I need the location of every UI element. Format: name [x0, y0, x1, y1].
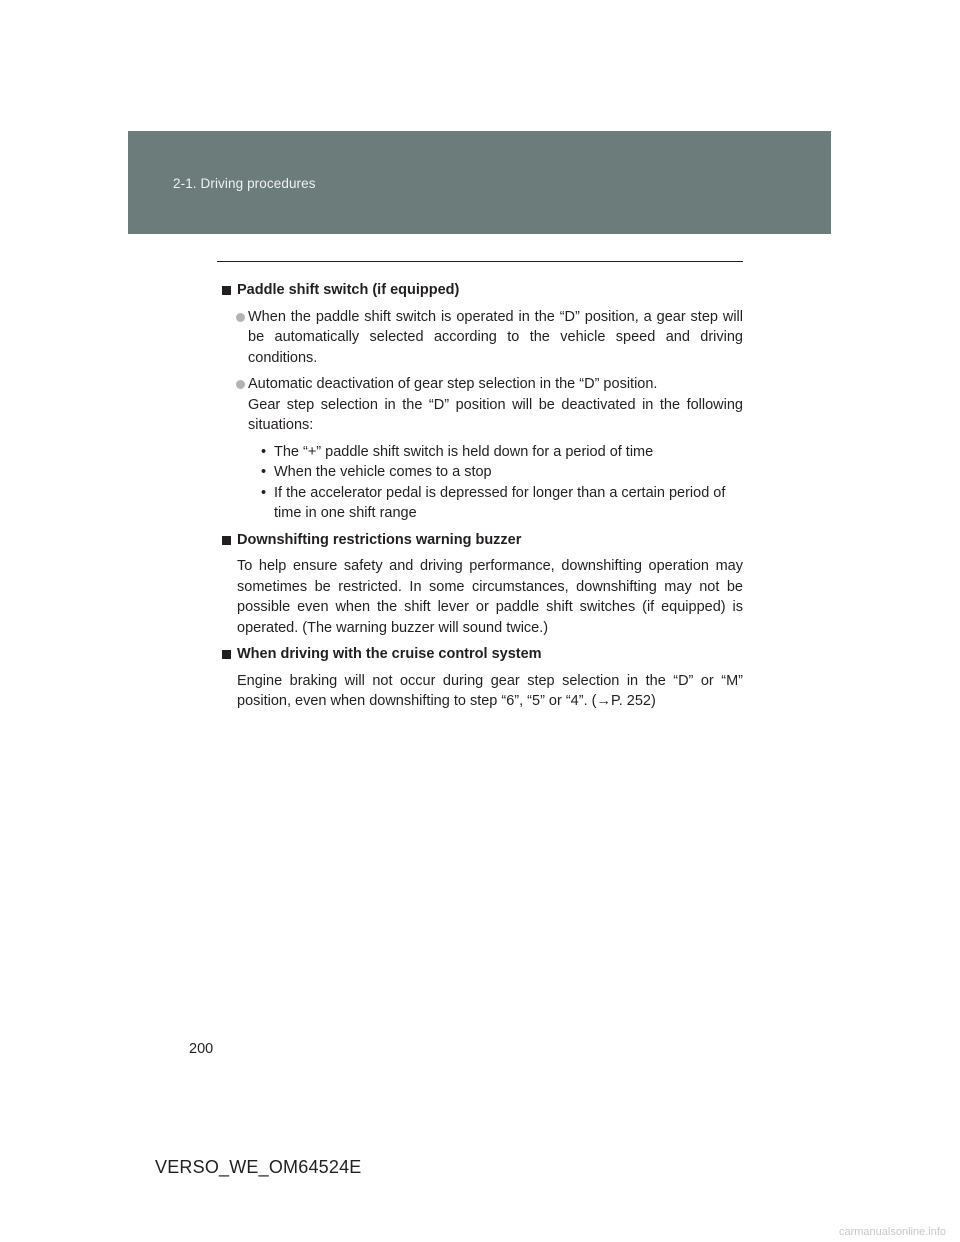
list-item — [222, 374, 743, 436]
list-item — [222, 307, 743, 369]
sub-list-item — [261, 462, 743, 483]
dot-bullet-icon: • — [261, 443, 267, 460]
heading-cruise-control — [222, 644, 743, 665]
square-bullet-icon — [222, 536, 231, 545]
body-paragraph: To help ensure safety and driving performance, downshifting operation may sometimes be restricted. In some circumstances, downshifting may not be possible even when the shift lever or paddle shift switches (if equipped) is operated. (The warning buzzer will sound twice.) — [237, 558, 743, 636]
deactivation-conditions-list — [222, 442, 743, 524]
heading-text: When driving with the cruise control system — [237, 646, 542, 662]
item-text: When the paddle shift switch is operated in the “D” position, a gear step will be automatically selected according to the vehicle speed and driving conditions. — [248, 308, 743, 366]
top-rule — [217, 261, 743, 262]
heading-downshift-buzzer — [222, 530, 743, 551]
circle-bullet-icon — [236, 313, 245, 322]
document-code: VERSO_WE_OM64524E — [155, 1157, 362, 1177]
watermark: carmanualsonline.info — [838, 1226, 946, 1238]
heading-text: Downshifting restrictions warning buzzer — [237, 531, 522, 548]
page-content — [222, 280, 743, 718]
dot-bullet-icon: • — [261, 484, 267, 501]
section-title: 2-1. Driving procedures — [173, 176, 316, 191]
sub-item-text: If the accelerator pedal is depressed for longer than a certain period of time in one shift range — [274, 484, 726, 521]
circle-bullet-icon — [236, 380, 245, 389]
heading-text: Paddle shift switch (if equipped) — [237, 282, 460, 298]
dot-bullet-icon: • — [261, 464, 267, 480]
sub-item-text: When the vehicle comes to a stop — [274, 464, 492, 480]
item-text-line1: Automatic deactivation of gear step selection in the “D” position. — [248, 376, 658, 392]
sub-list-item — [261, 442, 743, 463]
heading-paddle-shift — [222, 280, 743, 301]
square-bullet-icon — [222, 650, 231, 659]
item-text-line2: Gear step selection in the “D” position will be deactivated in the following situations: — [248, 396, 743, 433]
page-number: 200 — [189, 1041, 214, 1057]
square-bullet-icon — [222, 286, 231, 295]
sub-item-text: The “+” paddle shift switch is held down for a period of time — [274, 443, 654, 460]
body-paragraph: Engine braking will not occur during gear step selection in the “D” or “M” position, even when downshifting to step “6”, “5” or “4”. (→P. 252) — [237, 672, 743, 709]
sub-list-item — [261, 483, 743, 524]
